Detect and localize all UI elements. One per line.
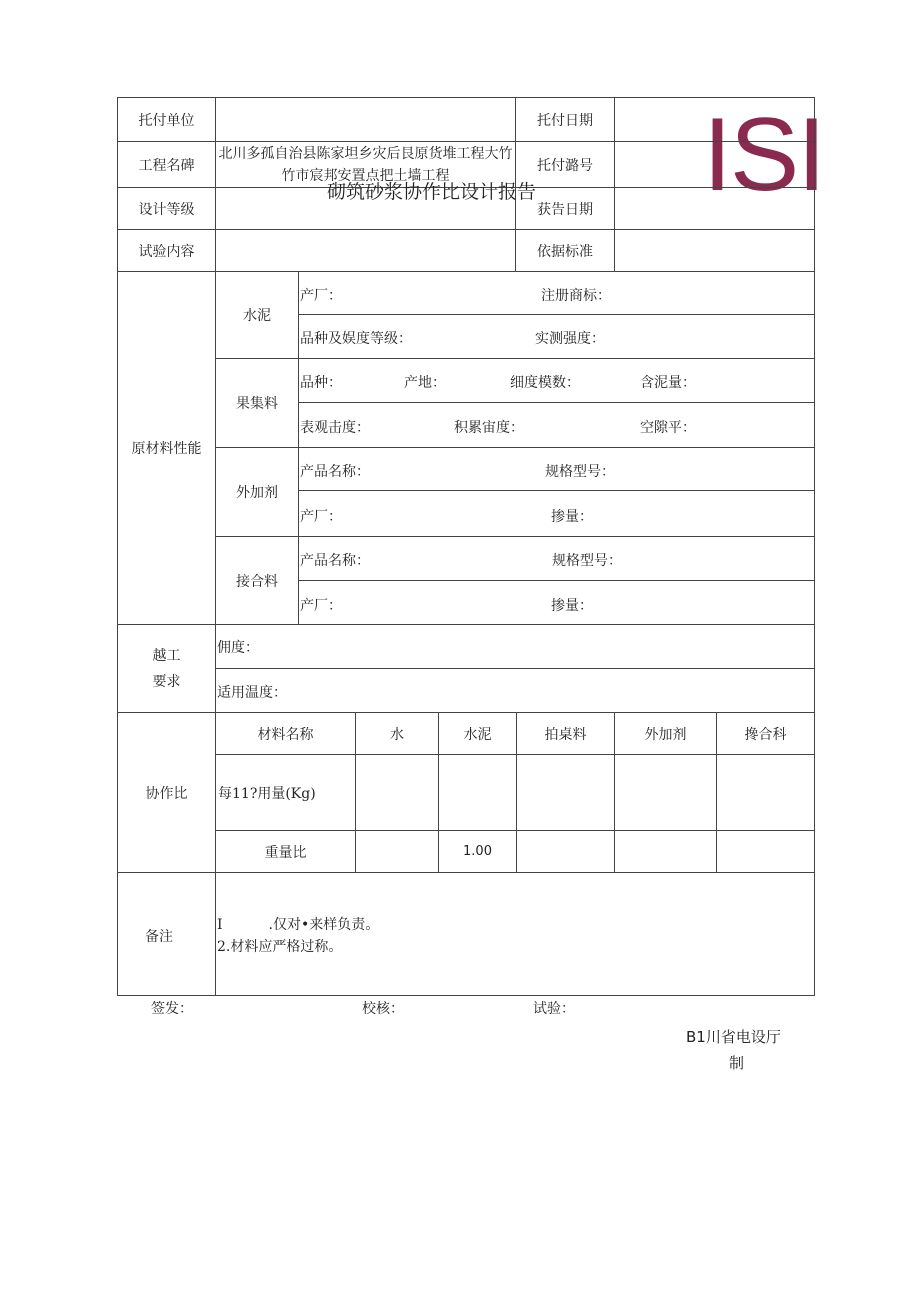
mix-usage-cement bbox=[438, 754, 517, 831]
binder-dosage: 掺量： bbox=[551, 598, 593, 614]
project-name-label bbox=[117, 141, 216, 188]
cement-maker: 产厂： bbox=[300, 288, 342, 304]
binder-label bbox=[215, 536, 299, 625]
test-content-label bbox=[117, 229, 216, 272]
mix-header-cement bbox=[438, 712, 517, 755]
materials-section-label-text: 原材料性能 bbox=[131, 441, 202, 457]
mix-header-material bbox=[215, 712, 356, 755]
project-name-value-text: 北川多孤自治县陈家坦乡灾后艮原货堆工程大竹竹市宸邦安置点把土墙工程 bbox=[218, 145, 513, 184]
additive-label bbox=[215, 447, 299, 537]
workability-label-line2: 要求 bbox=[152, 673, 181, 690]
additive-product: 产品名称： bbox=[300, 464, 370, 480]
mix-header-material-text: 材料名称 bbox=[257, 726, 314, 743]
binder-product: 产品名称： bbox=[300, 553, 370, 569]
binder-label-text: 接合料 bbox=[236, 573, 278, 590]
remark-line-2: 2.材料应严格过称。 bbox=[217, 939, 343, 955]
aggregate-row-2 bbox=[298, 402, 815, 448]
standard-value bbox=[614, 229, 815, 272]
mix-header-cement-text: 水泥 bbox=[463, 726, 492, 743]
temperature-row bbox=[215, 668, 815, 713]
signature-test: 试验： bbox=[533, 1001, 575, 1017]
client-date-value bbox=[614, 97, 815, 142]
mix-ratio-water bbox=[355, 830, 439, 873]
additive-row-1 bbox=[298, 447, 815, 491]
mix-header-additive-text: 外加剂 bbox=[644, 726, 687, 743]
mix-header-additive bbox=[614, 712, 717, 755]
binder-row-2 bbox=[298, 580, 815, 625]
aggregate-bulk: 积累宙度： bbox=[454, 420, 524, 436]
design-grade-label bbox=[117, 187, 216, 230]
project-name-label-text: 工程名碑 bbox=[138, 157, 195, 174]
aggregate-label-text: 果集料 bbox=[236, 396, 278, 412]
remark-line-1 bbox=[217, 914, 379, 936]
mix-header-water bbox=[355, 712, 439, 755]
standard-label bbox=[515, 229, 615, 272]
cement-label bbox=[215, 271, 299, 359]
additive-dosage: 掺量： bbox=[551, 509, 593, 525]
additive-maker: 产厂： bbox=[300, 509, 342, 525]
client-unit-label bbox=[117, 97, 216, 142]
binder-row-1 bbox=[298, 536, 815, 581]
additive-spec: 规格型号： bbox=[545, 464, 615, 480]
remarks-label bbox=[117, 872, 216, 996]
mix-header-binder-text: 搀合科 bbox=[744, 726, 787, 743]
aggregate-void: 空隙平： bbox=[640, 420, 696, 436]
mix-usage-label-text: 每11?用量(Kg) bbox=[218, 785, 316, 802]
aggregate-origin: 产地： bbox=[404, 375, 446, 391]
report-date-value bbox=[614, 187, 815, 230]
mix-ratio-binder bbox=[716, 830, 815, 873]
mix-header-water-text: 水 bbox=[390, 726, 404, 743]
logo-mark: ISI bbox=[703, 97, 825, 213]
mix-ratio-label-text: 重量比 bbox=[264, 844, 307, 861]
cement-grade: 品种及娱度等级： bbox=[300, 331, 412, 347]
mix-label-text: 协作比 bbox=[145, 785, 188, 802]
mix-header-sand-text: 拍桌料 bbox=[544, 726, 587, 743]
mix-usage-water bbox=[355, 754, 439, 831]
remark-line-1-num: I bbox=[217, 917, 223, 933]
mix-header-sand bbox=[516, 712, 615, 755]
aggregate-label bbox=[215, 358, 299, 448]
aggregate-density: 表观击度： bbox=[300, 420, 370, 436]
mix-usage-binder bbox=[716, 754, 815, 831]
remarks-label-text: 备注 bbox=[145, 929, 173, 945]
mix-usage-label bbox=[215, 754, 356, 831]
mix-usage-sand bbox=[516, 754, 615, 831]
client-unit-value bbox=[215, 97, 516, 142]
aggregate-variety: 品种： bbox=[300, 375, 342, 391]
workability-label bbox=[117, 624, 216, 713]
mix-ratio-cement bbox=[438, 830, 517, 873]
workability-label-line1: 越工 bbox=[152, 647, 181, 664]
report-date-label-text: 获告日期 bbox=[537, 201, 593, 218]
client-unit-label-text: 托付单位 bbox=[138, 112, 195, 129]
binder-spec: 规格型号： bbox=[552, 553, 622, 569]
temperature-label: 适用温度： bbox=[217, 685, 287, 701]
consistency-row bbox=[215, 624, 815, 669]
test-content-value bbox=[215, 229, 516, 272]
mix-ratio-sand bbox=[516, 830, 615, 873]
mix-ratio-additive bbox=[614, 830, 717, 873]
signature-check: 校核： bbox=[362, 1001, 404, 1017]
standard-label-text: 依据标准 bbox=[537, 243, 593, 260]
client-date-label bbox=[515, 97, 615, 142]
additive-row-2 bbox=[298, 490, 815, 537]
cement-label-text: 水泥 bbox=[243, 308, 271, 324]
client-date-label-text: 托付日期 bbox=[537, 112, 593, 129]
cement-strength: 实测强度： bbox=[535, 331, 605, 347]
mix-header-binder bbox=[716, 712, 815, 755]
mix-usage-additive bbox=[614, 754, 717, 831]
issuer-line-2: 制 bbox=[729, 1054, 745, 1072]
test-content-label-text: 试验内容 bbox=[138, 243, 195, 260]
aggregate-fineness: 细度模数： bbox=[510, 375, 580, 391]
remark-line-1-text: .仅对•来样负责。 bbox=[268, 917, 380, 933]
report-title: 砌筑砂浆协作比设计报告 bbox=[327, 181, 537, 203]
cement-row-2 bbox=[298, 314, 815, 359]
aggregate-row-1 bbox=[298, 358, 815, 403]
mix-label bbox=[117, 712, 216, 873]
cement-row-1 bbox=[298, 271, 815, 315]
additive-label-text: 外加剂 bbox=[236, 485, 278, 501]
signature-issue: 签发： bbox=[151, 1001, 193, 1017]
design-grade-label-text: 设计等级 bbox=[138, 201, 195, 218]
cement-brand: 注册商标： bbox=[541, 288, 611, 304]
client-no-value bbox=[614, 141, 815, 188]
binder-maker: 产厂： bbox=[300, 598, 342, 614]
mix-ratio-label bbox=[215, 830, 356, 873]
materials-section-label bbox=[117, 271, 216, 625]
client-no-label-text: 托付潞号 bbox=[537, 157, 593, 174]
issuer-line-1: B1川省电设厅 bbox=[686, 1028, 781, 1046]
mix-ratio-cement-text: 1.00 bbox=[463, 844, 492, 859]
aggregate-mud: 含泥量： bbox=[640, 375, 696, 391]
consistency-label: 佣度： bbox=[217, 640, 259, 656]
remarks-notes bbox=[217, 914, 379, 958]
